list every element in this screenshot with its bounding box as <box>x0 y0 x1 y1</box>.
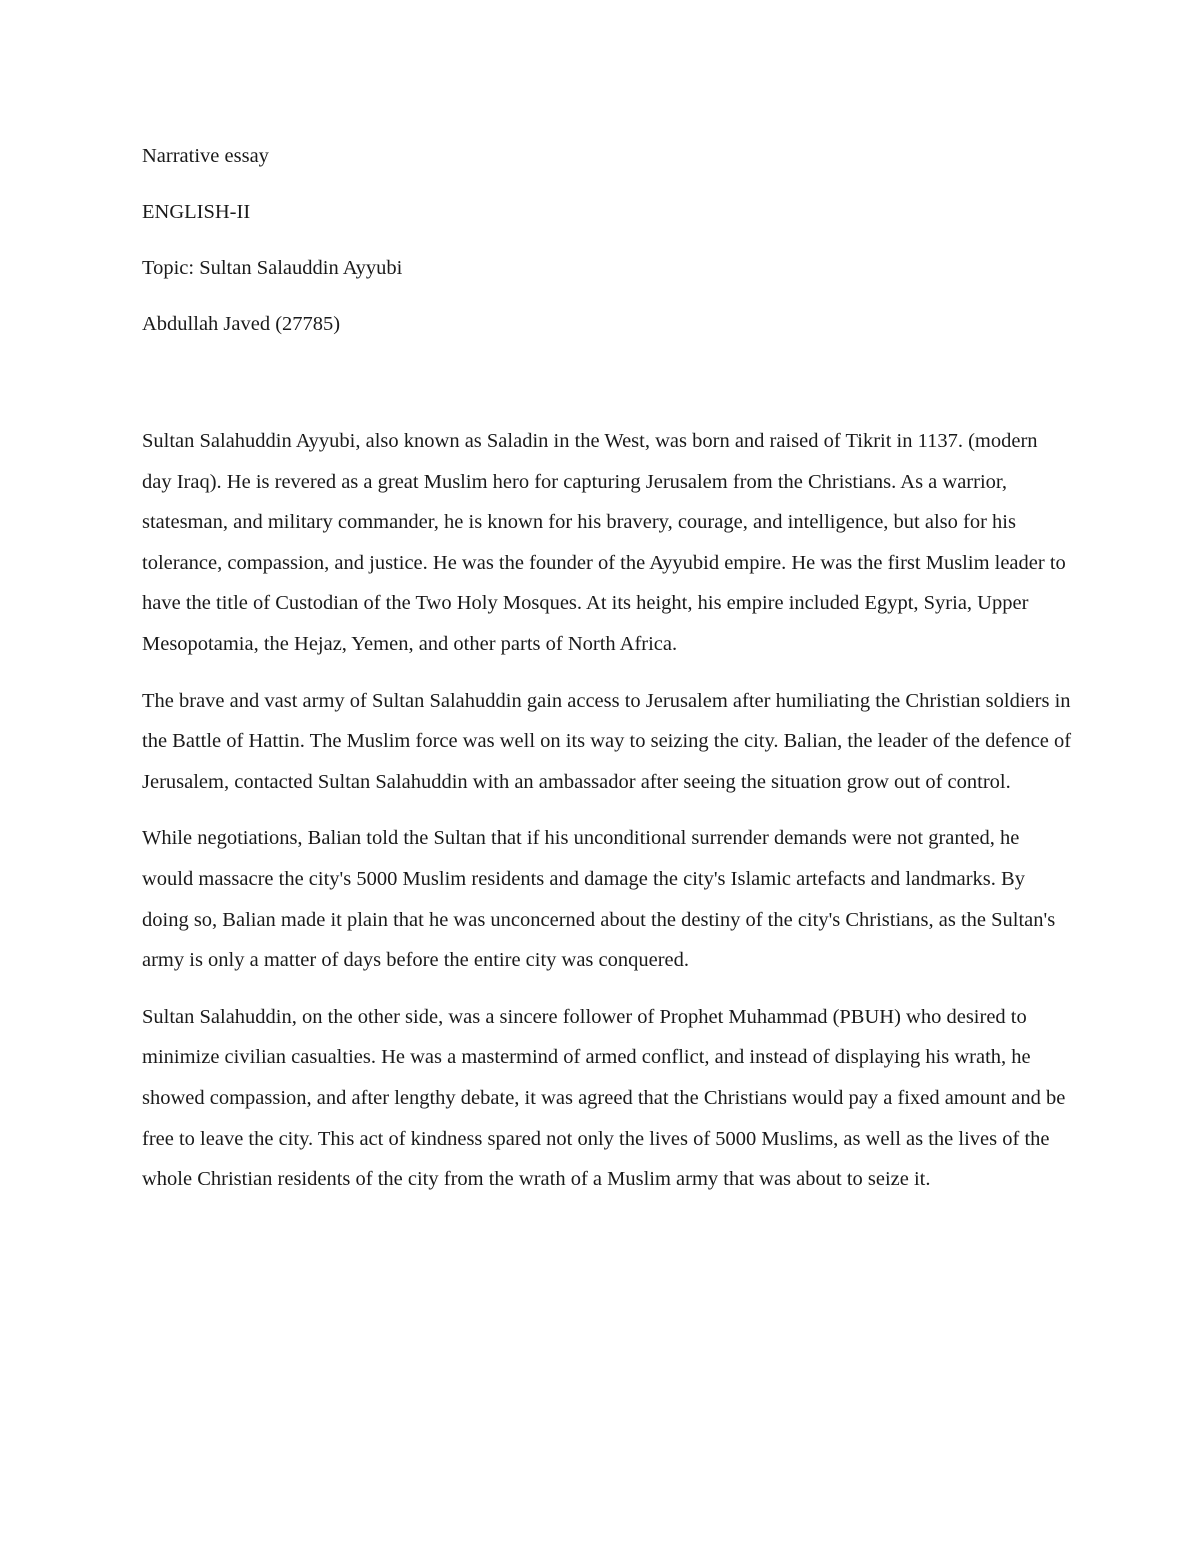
essay-topic: Topic: Sultan Salauddin Ayyubi <box>142 257 403 279</box>
paragraph-1: Sultan Salahuddin Ayyubi, also known as Saladin in the West, was born and raised of Tikrit in 1137. (modern day Iraq). He is revered as a great Muslim hero for capturing Jerusalem from the Christians. As a warrior, statesman, and military commander, he is known for his bravery, courage, and intelligence, but also for his tolerance, compassion, and justice. He was the founder of the Ayyubid empire. He was the first Muslim leader to have the title of Custodian of the Two Holy Mosques. At its height, his empire included Egypt, Syria, Upper Mesopotamia, the Hejaz, Yemen, and other parts of North Africa. <box>142 430 1066 655</box>
course-name: ENGLISH-II <box>142 201 251 223</box>
paragraph-4: Sultan Salahuddin, on the other side, was a sincere follower of Prophet Muhammad (PBUH) who desired to minimize civilian casualties. He was a mastermind of armed conflict, and instead of displaying his wrath, he showed compassion, and after lengthy debate, it was agreed that the Christians would pay a fixed amount and be free to leave the city. This act of kindness spared not only the lives of 5000 Muslims, as well as the lives of the whole Christian residents of the city from the wrath of a Muslim army that was about to seize it. <box>142 1005 1066 1191</box>
paragraph-3: While negotiations, Balian told the Sultan that if his unconditional surrender demands were not granted, he would massacre the city's 5000 Muslim residents and damage the city's Islamic artefacts and landmarks. By doing so, Balian made it plain that he was unconcerned about the destiny of the city's Christians, as the Sultan's army is only a matter of days before the entire city was conquered. <box>142 827 1056 972</box>
paragraph-2: The brave and vast army of Sultan Salahuddin gain access to Jerusalem after humiliating the Christian soldiers in the Battle of Hattin. The Muslim force was well on its way to seizing the city. Balian, the leader of the defence of Jerusalem, contacted Sultan Salahuddin with an ambassador after seeing the situation grow out of control. <box>142 689 1072 793</box>
author-line: Abdullah Javed (27785) <box>142 313 341 335</box>
essay-type: Narrative essay <box>142 145 269 167</box>
essay-body <box>142 421 1072 1216</box>
